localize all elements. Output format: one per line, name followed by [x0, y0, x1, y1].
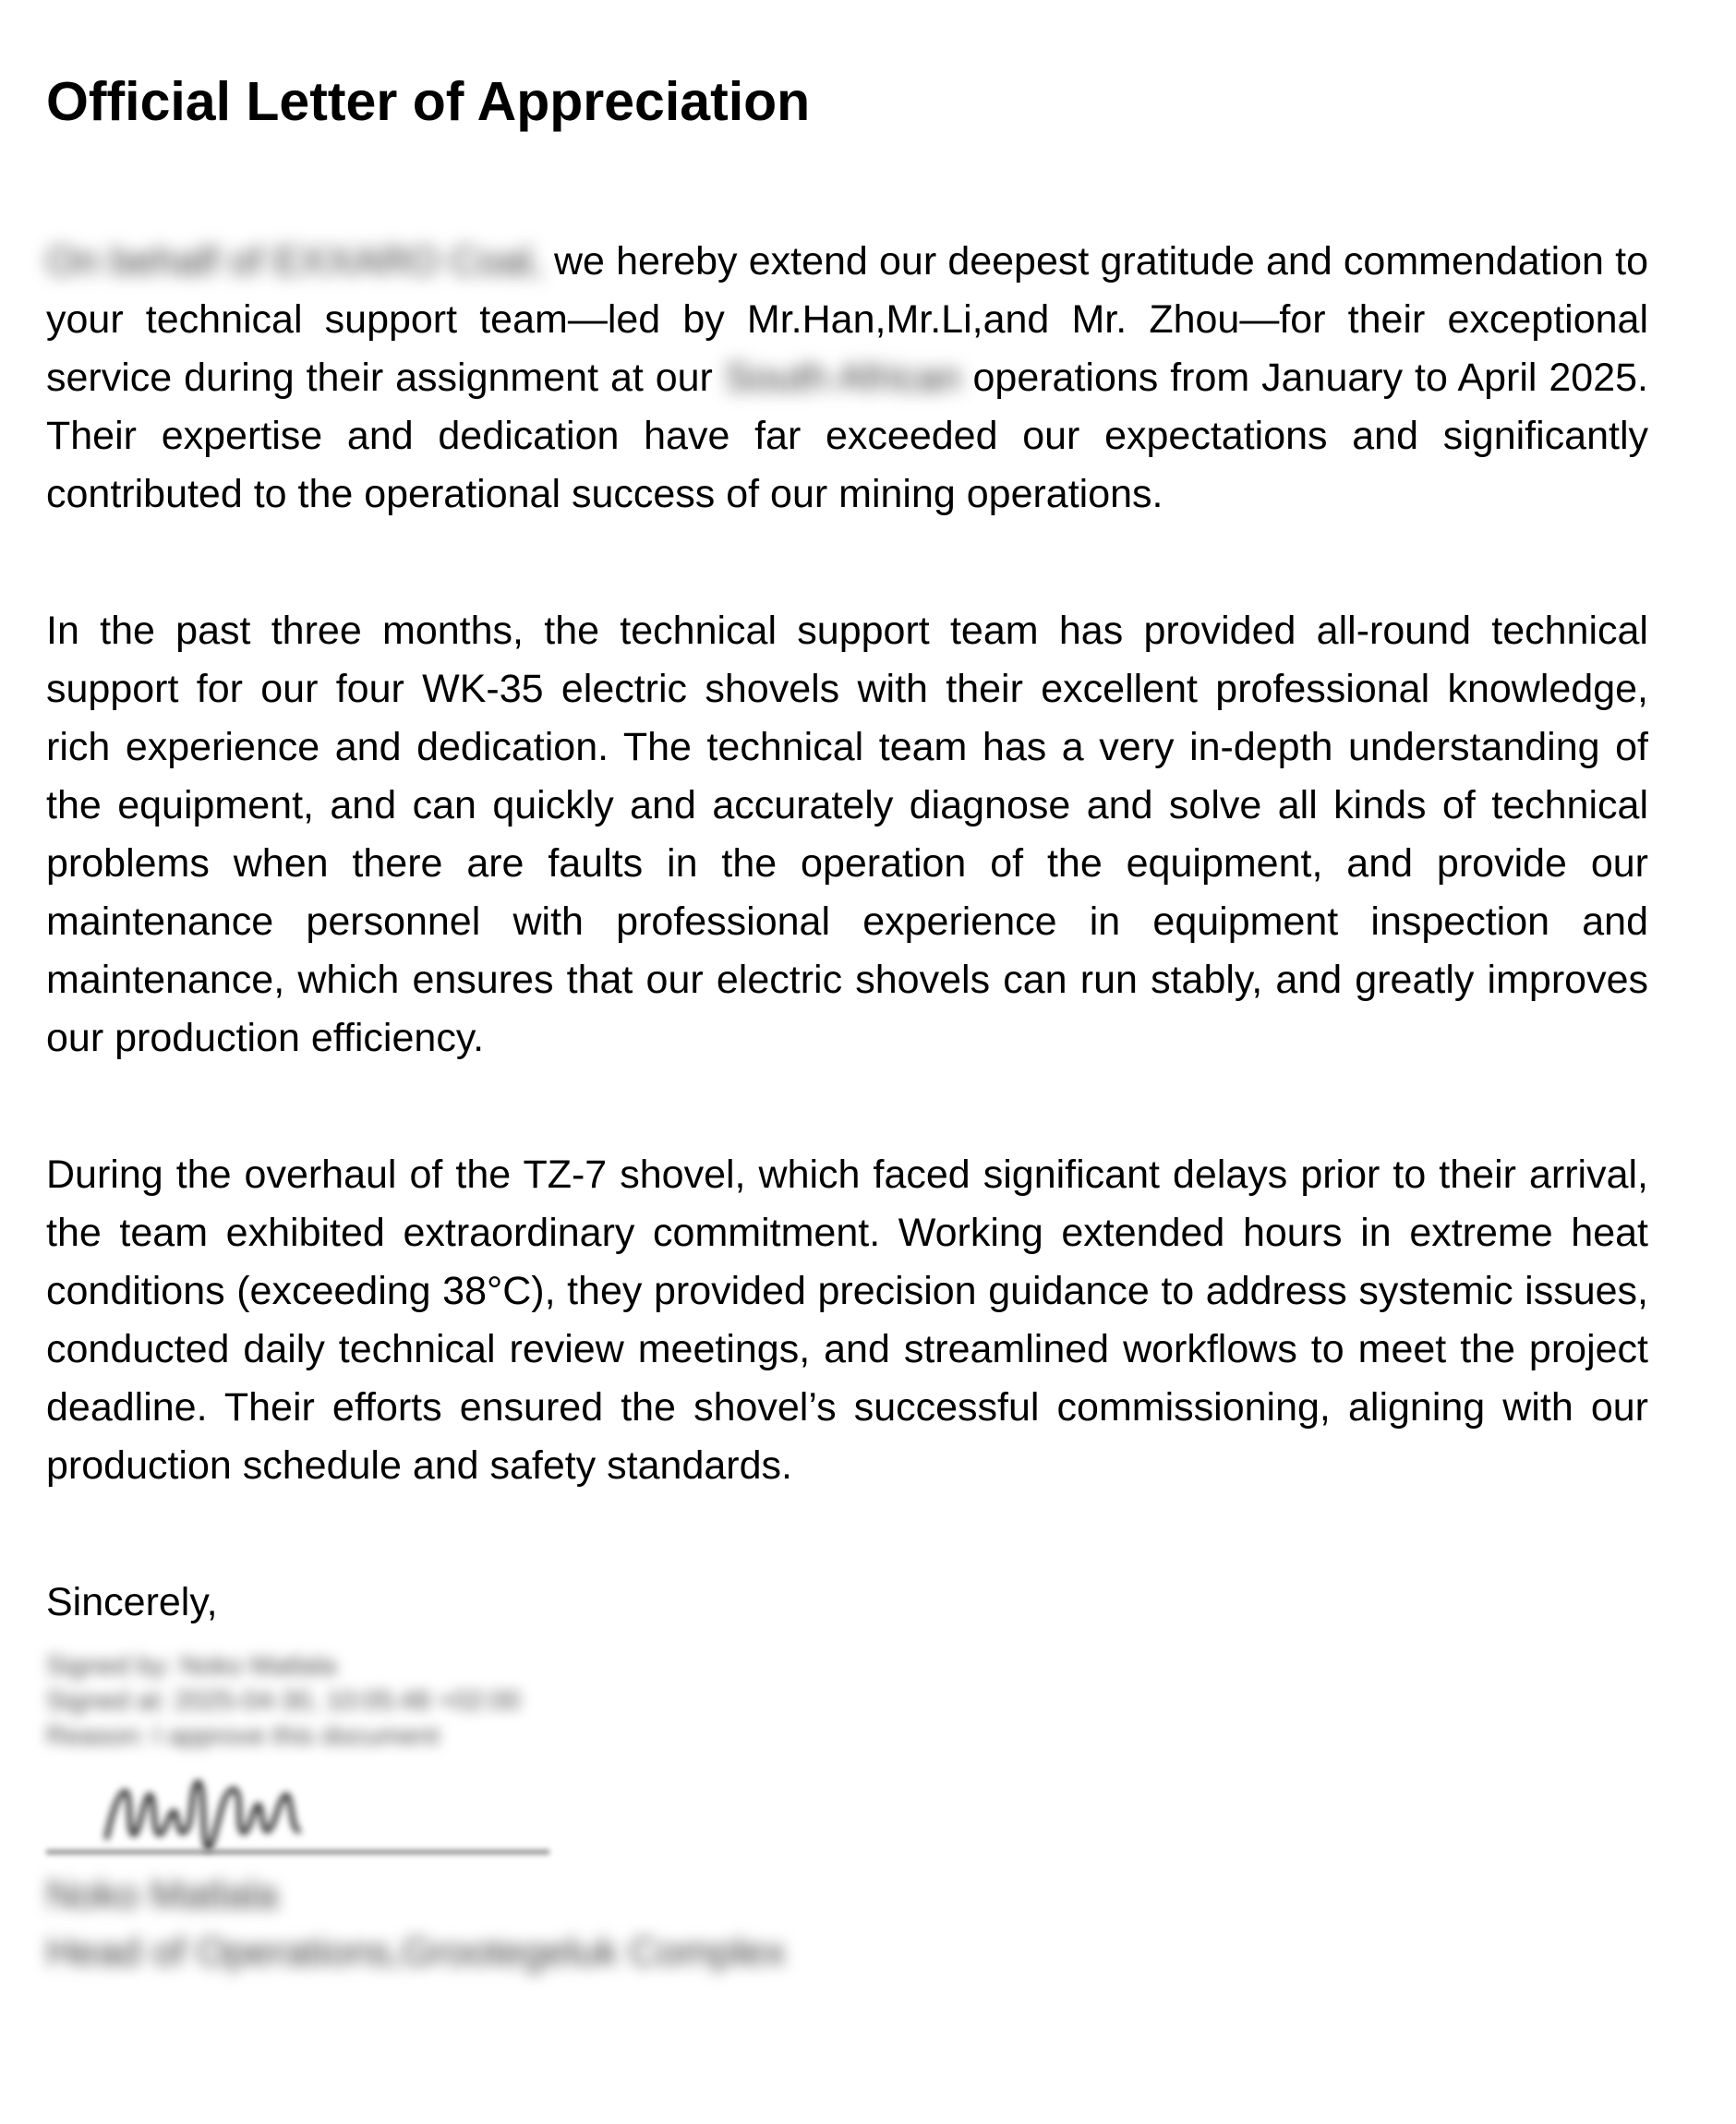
- closing-salutation: Sincerely,: [46, 1580, 218, 1624]
- letter-title: Official Letter of Appreciation: [46, 71, 811, 132]
- redacted-signer-role: Head of Operations,Grootegeluk Complex: [46, 1930, 786, 1974]
- paragraph-2: In the past three months, the technical support team has provided all-round technical support for our four WK-35 electric shovels with their excellent professional knowledge, rich experience and dedication. The technical team has a very in-depth understanding of the equipment, and can quickly and accurately diagnose and solve all kinds of technical problems when there are faults in the operation of the equipment, and provide our maintenance personnel with professional experience in equipment inspection and maintenance, which ensures that our electric shovels can run stably, and greatly improves our production efficiency.: [46, 609, 1648, 1060]
- paragraph-1-tail: operations from January to April 2025. Their expertise and dedication have far exceeded our expectations and significantly contributed to the operational success of our mining operations.: [46, 356, 1648, 516]
- redacted-location-text: South African: [724, 356, 961, 400]
- stamp-line-2: Signed at: 2025-04-30, 10:05:48 +02:00: [46, 1686, 521, 1716]
- stamp-line-3: Reason: I approve this document: [46, 1721, 440, 1751]
- paragraph-1: [46, 233, 1648, 524]
- signature-line: [46, 1850, 549, 1854]
- digital-signature-stamp: [46, 1648, 1648, 1754]
- redacted-sender-text: On behalf of EXXARO Coal,: [46, 239, 543, 284]
- stamp-line-1: Signed by: Noko Matlala: [46, 1651, 337, 1681]
- letter-content: [0, 72, 1736, 1976]
- paragraph-1-body: we hereby extend our deepest gratitude and commendation to your technical support team—led by Mr.Han,Mr.Li,and Mr. Zhou—for their exceptional service during their assignment at our: [46, 239, 1648, 400]
- paragraph-3: During the overhaul of the TZ-7 shovel, which faced significant delays prior to their arrival, the team exhibited extraordinary commitment. Working extended hours in extreme heat conditions (exceeding 38°C), they provided precision guidance to address systemic issues, conducted daily technical review meetings, and streamlined workflows to meet the project deadline. Their efforts ensured the shovel’s successful commissioning, aligning with our production schedule and safety standards.: [46, 1153, 1648, 1488]
- signature-area: [46, 1774, 1648, 1854]
- redacted-signer-name: Noko Matlala: [46, 1873, 278, 1917]
- handwritten-signature-image: [83, 1774, 342, 1855]
